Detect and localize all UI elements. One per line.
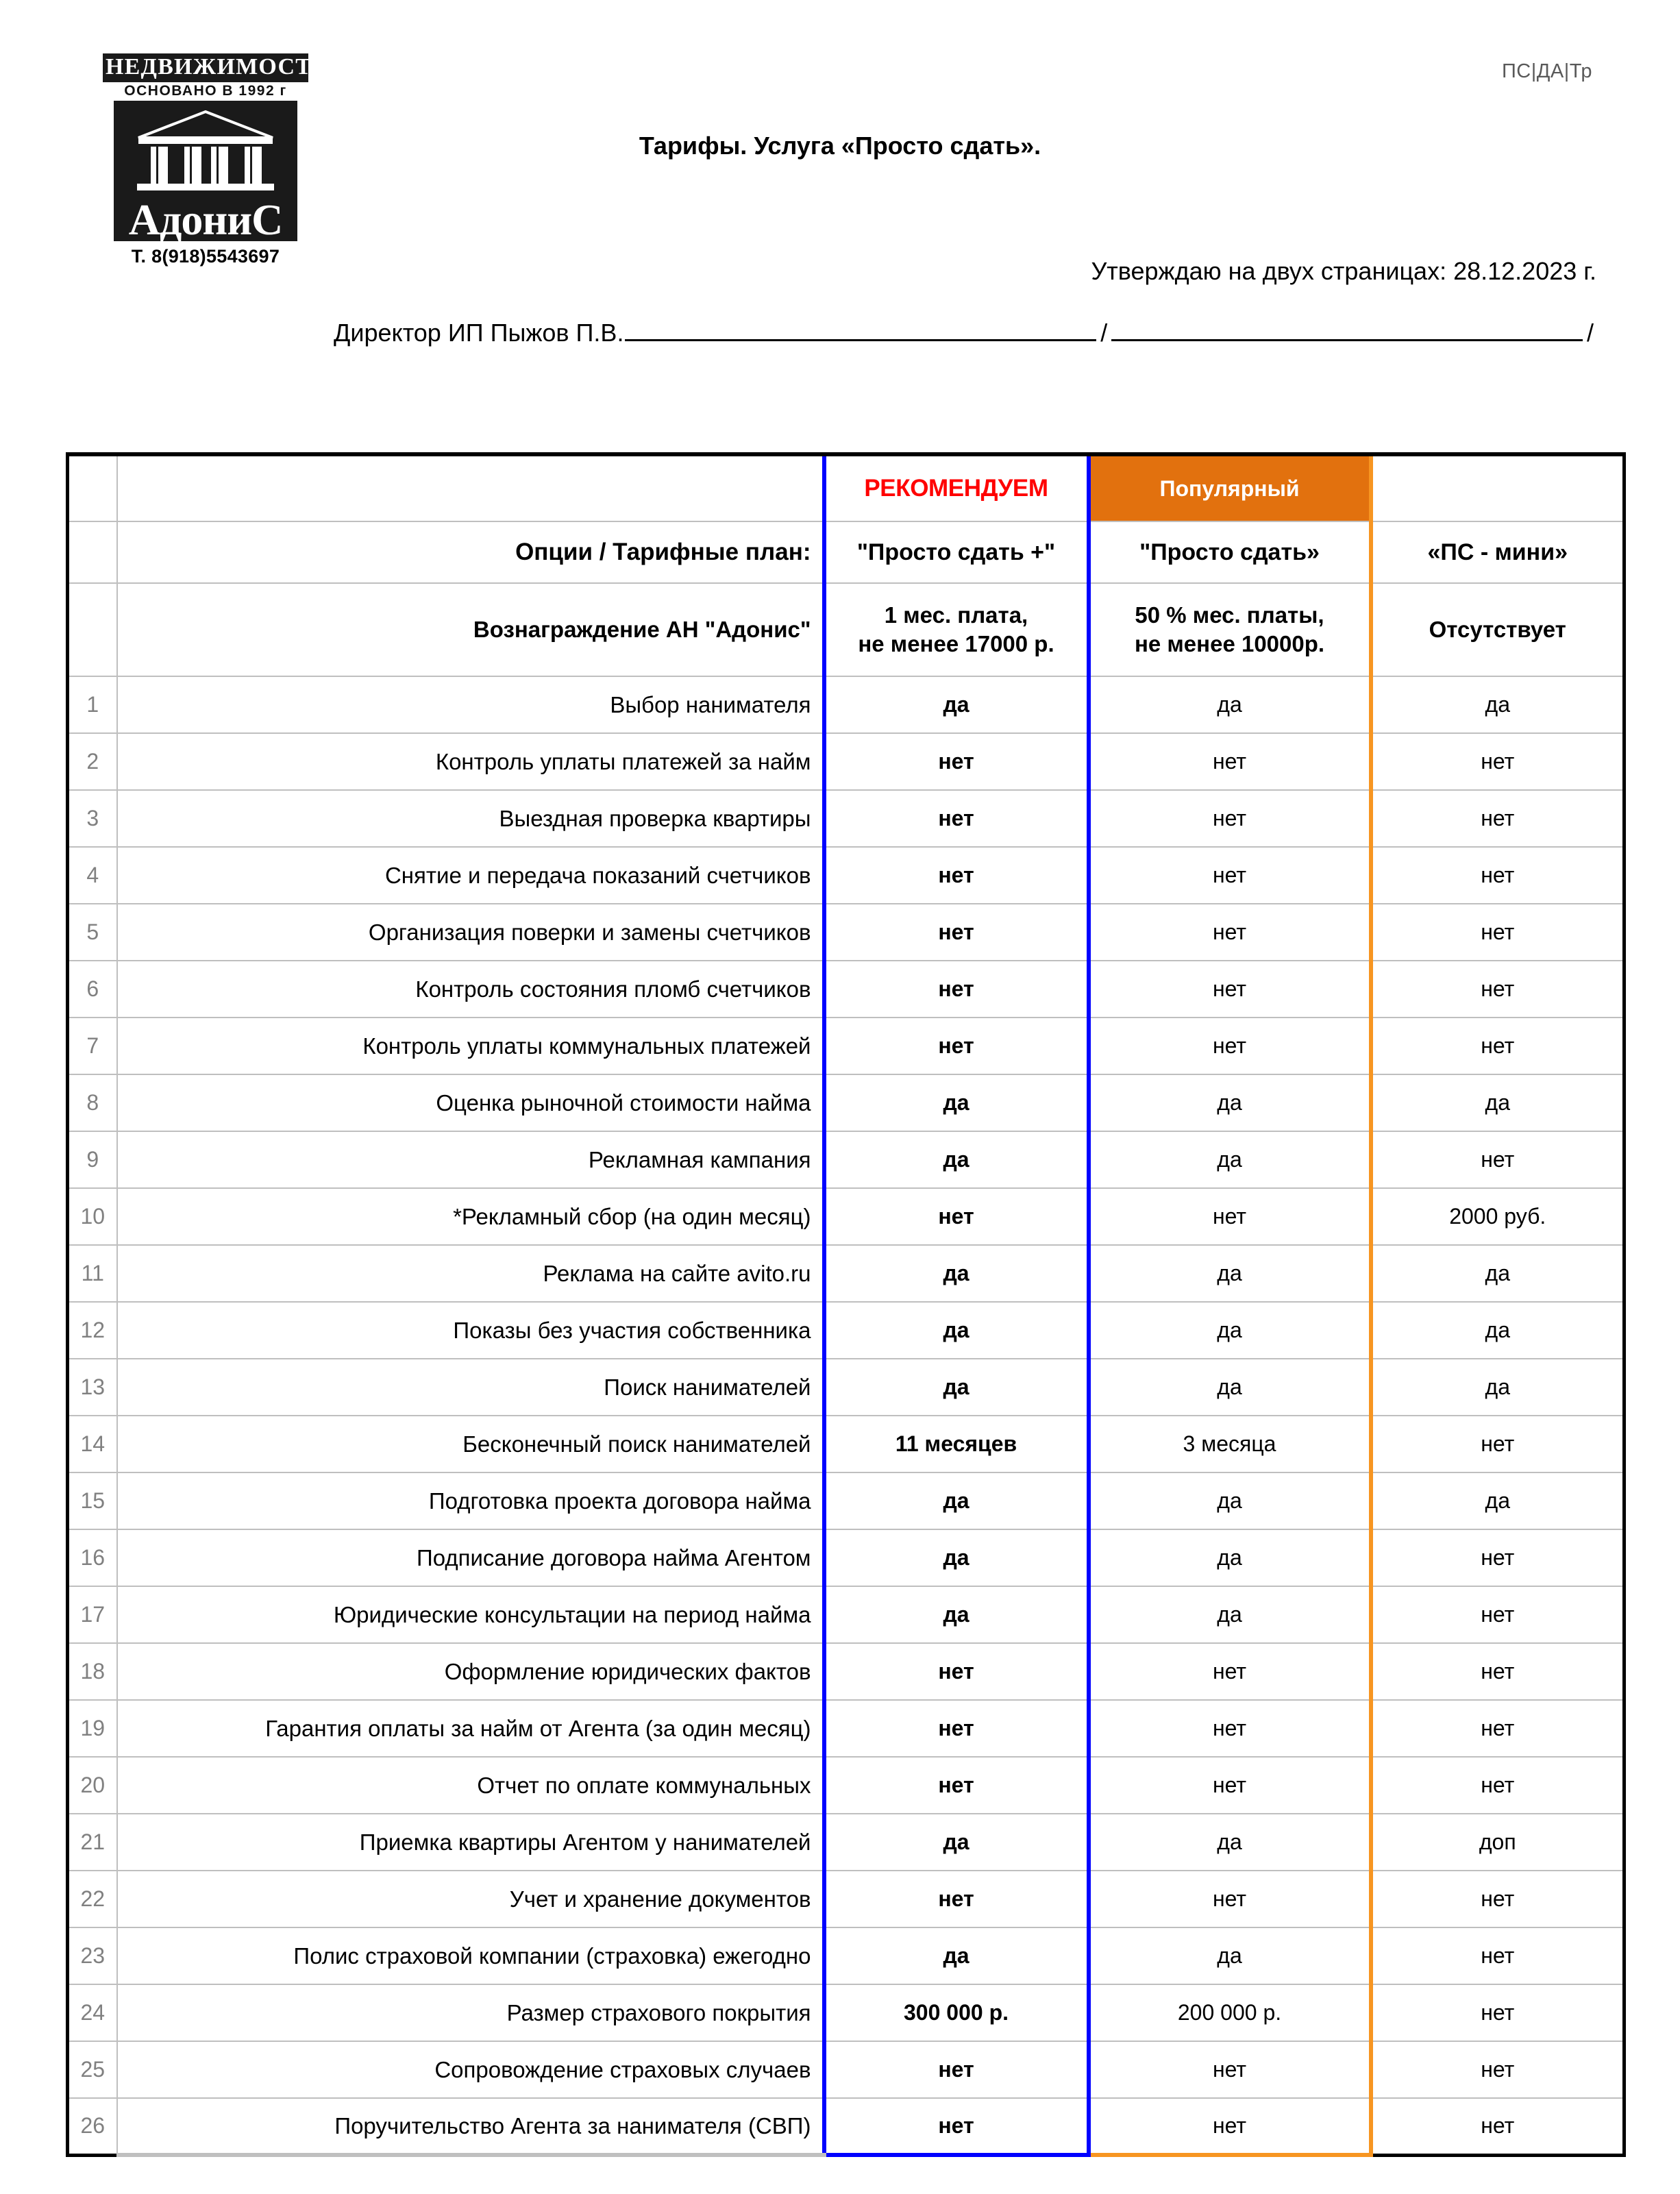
row-number: 11 [68,1245,117,1302]
cell-plan1: нет [824,1018,1089,1074]
cell-plan3: нет [1371,904,1625,961]
table-row [68,1359,1625,1416]
row-number: 13 [68,1359,117,1416]
row-number: 9 [68,1131,117,1188]
commission-plan1-line2: не менее 17000 р. [858,631,1054,656]
option-label: Юридические консультации на период найма [117,1586,824,1643]
row-number: 1 [68,676,117,733]
row-number: 24 [68,1984,117,2041]
cell-plan2: да [1089,1245,1371,1302]
cell-plan2: да [1089,1131,1371,1188]
cell-plan1: да [824,1245,1089,1302]
cell-plan3: да [1371,676,1625,733]
cell-plan1: нет [824,2098,1089,2155]
option-label: Поручительство Агента за нанимателя (СВП) [117,2098,824,2155]
cell-plan3: нет [1371,1927,1625,1984]
option-label: *Рекламный сбор (на один месяц) [117,1188,824,1245]
badge-row-number-cell [68,454,117,521]
table-row [68,1074,1625,1131]
row-number: 26 [68,2098,117,2155]
commission-label: Вознаграждение АН "Адонис" [117,583,824,676]
option-label: Приемка квартиры Агентом у нанимателей [117,1814,824,1871]
table-row [68,1472,1625,1529]
cell-plan2: нет [1089,961,1371,1018]
option-label: Рекламная кампания [117,1131,824,1188]
table-row [68,1416,1625,1472]
cell-plan1: да [824,1529,1089,1586]
table-row [68,1302,1625,1359]
row-number: 22 [68,1871,117,1927]
cell-plan2: да [1089,1529,1371,1586]
option-label: Оформление юридических фактов [117,1643,824,1700]
cell-plan3: да [1371,1472,1625,1529]
table-row [68,1131,1625,1188]
company-logo [103,53,328,267]
signature-rule-2 [1111,321,1583,341]
option-label: Подготовка проекта договора найма [117,1472,824,1529]
table-row [68,676,1625,733]
cell-plan3: нет [1371,2041,1625,2098]
page-title: Тарифы. Услуга «Просто сдать». [639,132,1041,160]
option-label: Снятие и передача показаний счетчиков [117,847,824,904]
commission-plan2-line1: 50 % мес. платы, [1135,602,1324,628]
cell-plan3: да [1371,1302,1625,1359]
director-label: Директор ИП Пыжов П.В. [334,319,624,347]
row-number: 21 [68,1814,117,1871]
option-label: Контроль состояния пломб счетчиков [117,961,824,1018]
director-signature-line [334,319,1596,347]
cell-plan1: да [824,1472,1089,1529]
option-label: Контроль уплаты платежей за найм [117,733,824,790]
table-row [68,733,1625,790]
plan3-header: «ПС - мини» [1371,521,1625,583]
row-number: 19 [68,1700,117,1757]
cell-plan2: нет [1089,1757,1371,1814]
row-number: 23 [68,1927,117,1984]
table-row [68,790,1625,847]
cell-plan1: да [824,1927,1089,1984]
option-label: Показы без участия собственника [117,1302,824,1359]
badge-row [68,454,1625,521]
cell-plan3: нет [1371,2098,1625,2155]
table-row [68,1757,1625,1814]
cell-plan3: нет [1371,1871,1625,1927]
cell-plan1: да [824,1302,1089,1359]
table-row [68,1871,1625,1927]
cell-plan3: нет [1371,1757,1625,1814]
option-label: Полис страховой компании (страховка) ежегодно [117,1927,824,1984]
cell-plan2: нет [1089,790,1371,847]
cell-plan1: нет [824,733,1089,790]
commission-row-number-cell [68,583,117,676]
row-number: 7 [68,1018,117,1074]
option-label: Оценка рыночной стоимости найма [117,1074,824,1131]
cell-plan2: нет [1089,904,1371,961]
cell-plan2: 200 000 р. [1089,1984,1371,2041]
cell-plan1: нет [824,1757,1089,1814]
cell-plan1: нет [824,961,1089,1018]
cell-plan3: нет [1371,1643,1625,1700]
row-number: 5 [68,904,117,961]
cell-plan2: нет [1089,2041,1371,2098]
option-label: Подписание договора найма Агентом [117,1529,824,1586]
commission-plan2 [1089,583,1371,676]
plan-header-number-cell [68,521,117,583]
cell-plan3: нет [1371,1529,1625,1586]
cell-plan2: да [1089,1074,1371,1131]
logo-founded-text: ОСНОВАНО В 1992 г [124,83,287,99]
tariff-table [66,452,1626,2157]
cell-plan1: нет [824,1643,1089,1700]
cell-plan3: нет [1371,961,1625,1018]
table-row [68,904,1625,961]
commission-plan1-line1: 1 мес. плата, [884,602,1028,628]
table-row [68,1984,1625,2041]
cell-plan1: нет [824,1871,1089,1927]
row-number: 10 [68,1188,117,1245]
row-number: 20 [68,1757,117,1814]
table-row [68,1188,1625,1245]
row-number: 12 [68,1302,117,1359]
table-row [68,2041,1625,2098]
option-label: Гарантия оплаты за найм от Агента (за один месяц) [117,1700,824,1757]
option-label: Организация поверки и замены счетчиков [117,904,824,961]
badge-recommended-cell [824,454,1089,521]
cell-plan1: да [824,1586,1089,1643]
cell-plan2: да [1089,1586,1371,1643]
option-label: Бесконечный поиск нанимателей [117,1416,824,1472]
cell-plan2: нет [1089,1018,1371,1074]
option-label: Выездная проверка квартиры [117,790,824,847]
cell-plan3: нет [1371,1984,1625,2041]
option-label: Поиск нанимателей [117,1359,824,1416]
option-label: Контроль уплаты коммунальных платежей [117,1018,824,1074]
slash-1: / [1100,319,1108,347]
cell-plan1: нет [824,790,1089,847]
plan-header-row [68,521,1625,583]
logo-name: АдониС [128,195,283,245]
cell-plan3: 2000 руб. [1371,1188,1625,1245]
cell-plan3: нет [1371,1018,1625,1074]
cell-plan3: нет [1371,1416,1625,1472]
row-number: 2 [68,733,117,790]
cell-plan2: да [1089,1302,1371,1359]
commission-plan2-line2: не менее 10000р. [1134,631,1325,656]
logo-phone: Т. 8(918)5543697 [131,246,280,267]
cell-plan1: нет [824,1700,1089,1757]
row-number: 18 [68,1643,117,1700]
cell-plan1: да [824,676,1089,733]
cell-plan3: нет [1371,1131,1625,1188]
cell-plan2: да [1089,1359,1371,1416]
cell-plan2: нет [1089,1700,1371,1757]
commission-plan1 [824,583,1089,676]
row-number: 4 [68,847,117,904]
cell-plan1: да [824,1131,1089,1188]
option-label: Сопровождение страховых случаев [117,2041,824,2098]
cell-plan2: да [1089,676,1371,733]
signature-rule-1 [625,321,1096,341]
option-label: Выбор нанимателя [117,676,824,733]
commission-row [68,583,1625,676]
page-marker: ПС|ДА|Тр [1501,60,1592,82]
cell-plan1: да [824,1814,1089,1871]
popular-badge: Популярный [1089,454,1371,521]
row-number: 16 [68,1529,117,1586]
cell-plan2: нет [1089,1188,1371,1245]
row-number: 3 [68,790,117,847]
option-label: Реклама на сайте avito.ru [117,1245,824,1302]
cell-plan1: да [824,1074,1089,1131]
table-row [68,1643,1625,1700]
table-row [68,961,1625,1018]
slash-2: / [1587,319,1594,347]
cell-plan2: да [1089,1814,1371,1871]
cell-plan1: нет [824,904,1089,961]
cell-plan3: нет [1371,733,1625,790]
cell-plan2: нет [1089,847,1371,904]
cell-plan3: нет [1371,847,1625,904]
cell-plan1: 300 000 р. [824,1984,1089,2041]
row-number: 6 [68,961,117,1018]
table-row [68,1529,1625,1586]
approval-text: Утверждаю на двух страницах: 28.12.2023 г. [1091,257,1596,285]
cell-plan3: нет [1371,1700,1625,1757]
cell-plan2: да [1089,1927,1371,1984]
cell-plan1: да [824,1359,1089,1416]
plan1-header: "Просто сдать +" [824,521,1089,583]
option-label: Отчет по оплате коммунальных [117,1757,824,1814]
plan2-header: "Просто сдать» [1089,521,1371,583]
cell-plan3: да [1371,1245,1625,1302]
row-number: 14 [68,1416,117,1472]
table-row [68,1245,1625,1302]
cell-plan2: нет [1089,733,1371,790]
table-row [68,1700,1625,1757]
tariff-table-body [68,454,1625,2155]
logo-top-bar: НЕДВИЖИМОСТЬ [103,53,308,82]
cell-plan1: 11 месяцев [824,1416,1089,1472]
cell-plan3: да [1371,1359,1625,1416]
recommended-badge: РЕКОМЕНДУЕМ [864,475,1048,502]
cell-plan2: нет [1089,1643,1371,1700]
cell-plan2: да [1089,1472,1371,1529]
badge-row-spacer-cell [117,454,824,521]
cell-plan1: нет [824,2041,1089,2098]
commission-plan3: Отсутствует [1371,583,1625,676]
cell-plan1: нет [824,847,1089,904]
cell-plan2: 3 месяца [1089,1416,1371,1472]
logo-emblem [114,101,297,245]
cell-plan2: нет [1089,1871,1371,1927]
option-label: Учет и хранение документов [117,1871,824,1927]
table-row [68,847,1625,904]
cell-plan1: нет [824,1188,1089,1245]
table-row [68,2098,1625,2155]
table-row [68,1814,1625,1871]
cell-plan3: доп [1371,1814,1625,1871]
option-label: Размер страхового покрытия [117,1984,824,2041]
table-row [68,1018,1625,1074]
cell-plan3: нет [1371,790,1625,847]
row-number: 8 [68,1074,117,1131]
badge-row-plan3-cell [1371,454,1625,521]
table-row [68,1586,1625,1643]
row-number: 17 [68,1586,117,1643]
cell-plan2: нет [1089,2098,1371,2155]
table-row [68,1927,1625,1984]
row-number: 25 [68,2041,117,2098]
row-number: 15 [68,1472,117,1529]
cell-plan3: нет [1371,1586,1625,1643]
options-column-header: Опции / Тарифные план: [117,521,824,583]
cell-plan3: да [1371,1074,1625,1131]
